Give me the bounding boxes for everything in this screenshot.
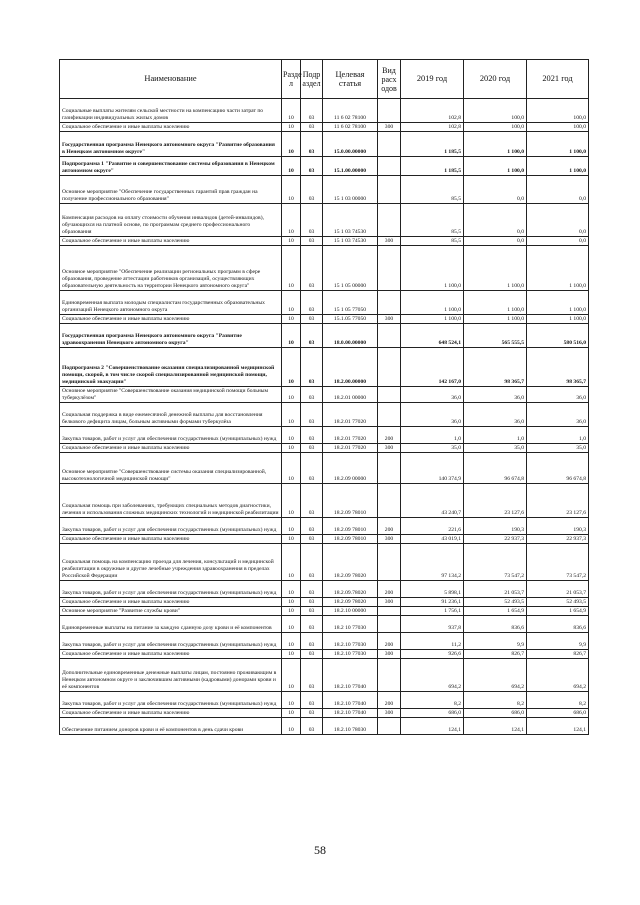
table-row [60,518,589,535]
cell-2020: 826,7 [464,650,527,659]
cell-podrazdel: 03 [301,709,323,718]
cell-name: Социальные выплаты жителям сельской местности на компенсацию части затрат по газификации индивидуальных жилых домов [60,99,282,123]
cell-2019: 1 185,5 [401,132,464,157]
cell-vid: 300 [378,598,401,607]
cell-2021: 100,0 [527,123,589,132]
cell-podrazdel: 03 [301,718,323,735]
cell-statya: 15.0.00.00000 [323,132,378,157]
cell-vid [378,718,401,735]
table-header-row [60,60,589,99]
cell-statya: 15 1 05 77050 [323,291,378,315]
cell-razdel: 10 [282,453,301,484]
cell-podrazdel: 03 [301,518,323,535]
cell-2021: 36,0 [527,387,589,403]
cell-statya: 15.1.00.00000 [323,157,378,176]
cell-podrazdel: 03 [301,291,323,315]
cell-2021: 9,9 [527,633,589,650]
cell-2020: 21 053,7 [464,581,527,598]
cell-name: Закупка товаров, работ и услуг для обеспечения государственных (муниципальных) нужд [60,518,282,535]
table-body [60,99,589,735]
cell-2021: 826,7 [527,650,589,659]
table-row [60,709,589,718]
cell-2021: 190,3 [527,518,589,535]
table-row [60,633,589,650]
cell-2021: 8,2 [527,692,589,709]
table-row [60,484,589,518]
table-row [60,692,589,709]
cell-razdel: 10 [282,544,301,581]
cell-statya: 18.2.01 77020 [323,444,378,453]
table-row [60,291,589,315]
cell-podrazdel: 03 [301,348,323,387]
cell-vid [378,132,401,157]
cell-razdel: 10 [282,444,301,453]
cell-podrazdel: 03 [301,387,323,403]
table-row [60,123,589,132]
table-row [60,650,589,659]
cell-2019: 43 240,7 [401,484,464,518]
cell-2019: 85,5 [401,204,464,237]
cell-razdel: 10 [282,324,301,348]
cell-2020: 0,0 [464,204,527,237]
cell-podrazdel: 03 [301,123,323,132]
cell-podrazdel: 03 [301,633,323,650]
cell-2019: 102,8 [401,123,464,132]
cell-vid: 200 [378,581,401,598]
cell-2020: 100,0 [464,123,527,132]
cell-2021: 23 127,6 [527,484,589,518]
table-row [60,718,589,735]
budget-table [59,59,589,735]
cell-name: Социальное обеспечение и иные выплаты населению [60,123,282,132]
cell-2019: 142 167,0 [401,348,464,387]
cell-2019: 686,0 [401,709,464,718]
cell-2020: 52 493,5 [464,598,527,607]
cell-2020: 73 547,2 [464,544,527,581]
cell-2021: 1 100,0 [527,157,589,176]
cell-2021: 35,0 [527,444,589,453]
cell-statya: 18.0.00.00000 [323,324,378,348]
cell-2020: 1 100,0 [464,246,527,291]
cell-statya: 18.2.10 77030 [323,650,378,659]
cell-statya: 15.1.05 77050 [323,315,378,324]
cell-statya: 18.2.10 77040 [323,692,378,709]
cell-razdel: 10 [282,484,301,518]
cell-2021: 1 100,0 [527,315,589,324]
cell-2019: 1,0 [401,427,464,444]
cell-name: Социальное обеспечение и иные выплаты населению [60,598,282,607]
cell-2019: 36,0 [401,403,464,427]
cell-vid [378,544,401,581]
cell-razdel: 10 [282,633,301,650]
cell-2021: 96 674,8 [527,453,589,484]
cell-statya: 18.2.01 00000 [323,387,378,403]
cell-statya: 15 1 03 74530 [323,237,378,246]
cell-statya: 18.2.10 77040 [323,659,378,692]
cell-podrazdel: 03 [301,237,323,246]
cell-2020: 96 674,8 [464,453,527,484]
cell-name: Социальное обеспечение и иные выплаты населению [60,709,282,718]
cell-razdel: 10 [282,692,301,709]
cell-razdel: 10 [282,581,301,598]
header-2019: 2019 год [401,60,464,99]
cell-statya: 11 6 02 78100 [323,123,378,132]
cell-2019: 85,5 [401,237,464,246]
cell-razdel: 10 [282,659,301,692]
cell-vid: 200 [378,633,401,650]
cell-statya: 18.2.01 77020 [323,403,378,427]
page-number: 58 [314,843,326,857]
header-2021: 2021 год [527,60,589,99]
cell-name: Закупка товаров, работ и услуг для обеспечения государственных (муниципальных) нужд [60,427,282,444]
table-row [60,348,589,387]
cell-vid [378,246,401,291]
cell-vid: 300 [378,444,401,453]
cell-2019: 8,2 [401,692,464,709]
table-row [60,99,589,123]
cell-podrazdel: 03 [301,535,323,544]
cell-2019: 1 185,5 [401,157,464,176]
cell-vid [378,176,401,204]
cell-name: Основное мероприятие "Развитие службы крови" [60,607,282,616]
cell-statya: 15 1 05 00000 [323,246,378,291]
cell-razdel: 10 [282,518,301,535]
cell-name: Социальное обеспечение и иные выплаты населению [60,315,282,324]
cell-razdel: 10 [282,650,301,659]
table-row [60,659,589,692]
cell-2021: 836,6 [527,616,589,633]
cell-name: Социальное обеспечение и иные выплаты населению [60,535,282,544]
cell-2020: 22 937,3 [464,535,527,544]
cell-razdel: 10 [282,132,301,157]
cell-name: Социальное обеспечение и иные выплаты населению [60,237,282,246]
cell-2020: 0,0 [464,237,527,246]
table-row [60,535,589,544]
cell-2020: 1,0 [464,427,527,444]
cell-name: Основное мероприятие "Совершенствование оказания медицинской помощи больным туберкулёзом" [60,387,282,403]
cell-razdel: 10 [282,204,301,237]
cell-2021: 0,0 [527,204,589,237]
cell-2020: 98 365,7 [464,348,527,387]
cell-name: Закупка товаров, работ и услуг для обеспечения государственных (муниципальных) нужд [60,633,282,650]
cell-statya: 11 6 02 78100 [323,99,378,123]
cell-statya: 18.2.01 77020 [323,427,378,444]
cell-2020: 124,1 [464,718,527,735]
cell-2019: 140 374,9 [401,453,464,484]
cell-vid: 300 [378,237,401,246]
cell-vid [378,157,401,176]
cell-statya: 18.2.09 00000 [323,453,378,484]
table-row [60,607,589,616]
cell-razdel: 10 [282,403,301,427]
cell-podrazdel: 03 [301,403,323,427]
cell-razdel: 10 [282,123,301,132]
table-row [60,157,589,176]
cell-vid: 200 [378,692,401,709]
cell-razdel: 10 [282,348,301,387]
cell-vid: 300 [378,123,401,132]
cell-statya: 18.2 10 77030 [323,616,378,633]
cell-2020: 1 100,0 [464,157,527,176]
cell-2020: 190,3 [464,518,527,535]
table-row [60,581,589,598]
table-row [60,453,589,484]
cell-2021: 21 053,7 [527,581,589,598]
table-row [60,544,589,581]
cell-2019: 221,6 [401,518,464,535]
table-row [60,444,589,453]
cell-2020: 694,2 [464,659,527,692]
cell-2021: 1 100,0 [527,132,589,157]
cell-podrazdel: 03 [301,204,323,237]
table-row [60,176,589,204]
table-row [60,315,589,324]
cell-vid: 300 [378,315,401,324]
cell-name: Основное мероприятие "Обеспечение реализации региональных программ в сфере образования, проведение аттестации работников организаций, осуществляющих образовательную деятельность на территории Ненецкого автономного округа" [60,246,282,291]
cell-2021: 73 547,2 [527,544,589,581]
cell-podrazdel: 03 [301,246,323,291]
cell-name: Социальная поддержка в виде ежемесячной денежной выплаты для восстановления белкового дефицита лицам, больным активными формами туберкулёза [60,403,282,427]
table-row [60,598,589,607]
table-row [60,403,589,427]
cell-2020: 1 100,0 [464,132,527,157]
cell-vid [378,348,401,387]
cell-razdel: 10 [282,427,301,444]
cell-name: Обеспечение питанием доноров крови и её компонентов в день сдачи крови [60,718,282,735]
cell-razdel: 10 [282,535,301,544]
cell-razdel: 10 [282,157,301,176]
cell-statya: 18.2.09 78020 [323,544,378,581]
cell-statya: 18.2.09 78010 [323,535,378,544]
cell-razdel: 10 [282,607,301,616]
cell-statya: 18.2.09 78010 [323,518,378,535]
cell-2019: 5 898,1 [401,581,464,598]
cell-2020: 1 654,9 [464,607,527,616]
cell-2020: 100,0 [464,99,527,123]
cell-2019: 1 100,0 [401,246,464,291]
cell-statya: 15 1 03 00000 [323,176,378,204]
cell-name: Социальное обеспечение и иные выплаты населению [60,444,282,453]
cell-vid [378,204,401,237]
cell-name: Основное мероприятие "Обеспечение государственных гарантий прав граждан на получение профессионального образования" [60,176,282,204]
cell-name: Закупка товаров, работ и услуг для обеспечения государственных (муниципальных) нужд [60,581,282,598]
cell-statya: 18.2.09.78020 [323,581,378,598]
cell-2020: 8,2 [464,692,527,709]
cell-2019: 1 756,1 [401,607,464,616]
cell-podrazdel: 03 [301,453,323,484]
cell-podrazdel: 03 [301,484,323,518]
cell-vid [378,616,401,633]
cell-2020: 23 127,6 [464,484,527,518]
cell-vid [378,99,401,123]
cell-podrazdel: 03 [301,650,323,659]
cell-razdel: 10 [282,315,301,324]
cell-name: Единовременная выплата молодым специалистам государственных образовательных организаций Ненецкого автономного округа [60,291,282,315]
cell-statya: 15 1 03 74530 [323,204,378,237]
table-row [60,204,589,237]
cell-vid: 200 [378,427,401,444]
cell-podrazdel: 03 [301,544,323,581]
cell-2020: 35,0 [464,444,527,453]
cell-statya: 18.2.10 77040 [323,709,378,718]
cell-2020: 0,0 [464,176,527,204]
cell-razdel: 10 [282,616,301,633]
cell-razdel: 10 [282,176,301,204]
cell-podrazdel: 03 [301,176,323,204]
cell-2021: 0,0 [527,237,589,246]
cell-2020: 1 100,0 [464,291,527,315]
cell-podrazdel: 03 [301,99,323,123]
cell-name: Закупка товаров, работ и услуг для обеспечения государственных (муниципальных) нужд [60,692,282,709]
cell-2021: 1 654,9 [527,607,589,616]
cell-2021: 100,0 [527,99,589,123]
cell-podrazdel: 03 [301,444,323,453]
cell-name: Компенсация расходов на оплату стоимости обучения инвалидов (детей-инвалидов), обучающихся на платной основе, по программам среднего профессионального образования [60,204,282,237]
cell-2020: 9,9 [464,633,527,650]
cell-2019: 1 100,0 [401,291,464,315]
cell-podrazdel: 03 [301,315,323,324]
cell-2019: 124,1 [401,718,464,735]
cell-name: Единовременные выплаты на питание за каждую сданную дозу крови и её компонентов [60,616,282,633]
table-row [60,237,589,246]
table-row [60,246,589,291]
header-2020: 2020 год [464,60,527,99]
cell-2019: 937,8 [401,616,464,633]
cell-2021: 0,0 [527,176,589,204]
cell-vid: 300 [378,650,401,659]
cell-2019: 36,0 [401,387,464,403]
cell-razdel: 10 [282,387,301,403]
cell-2021: 1 100,0 [527,291,589,315]
cell-vid [378,453,401,484]
header-name: Наименование [60,60,282,99]
cell-statya: 18.2.00.00000 [323,348,378,387]
cell-vid [378,324,401,348]
cell-vid [378,387,401,403]
cell-name: Государственная программа Ненецкого автономного округа "Развитие здравоохранения Ненецкого автономного округа" [60,324,282,348]
cell-name: Государственная программа Ненецкого автономного округа "Развитие образования в Ненецком автономном округе" [60,132,282,157]
cell-vid [378,484,401,518]
cell-2019: 91 236,1 [401,598,464,607]
cell-2019: 85,5 [401,176,464,204]
cell-2021: 98 365,7 [527,348,589,387]
cell-vid [378,659,401,692]
table-row [60,324,589,348]
cell-2020: 686,0 [464,709,527,718]
cell-2019: 648 524,1 [401,324,464,348]
cell-statya: 18.2.10 78030 [323,718,378,735]
cell-name: Социальная помощь на компенсацию проезда для лечения, консультаций и медицинской реабилитации в окружные и другие лечебные учреждения здравоохранения в пределах Российской Федерации [60,544,282,581]
cell-razdel: 10 [282,237,301,246]
cell-2019: 35,0 [401,444,464,453]
header-statya: Целевая статья [323,60,378,99]
cell-podrazdel: 03 [301,616,323,633]
cell-podrazdel: 03 [301,598,323,607]
cell-2020: 836,6 [464,616,527,633]
cell-razdel: 10 [282,598,301,607]
cell-razdel: 10 [282,291,301,315]
cell-statya: 18.2.10 77030 [323,633,378,650]
cell-razdel: 10 [282,709,301,718]
cell-vid [378,403,401,427]
cell-razdel: 10 [282,99,301,123]
cell-vid: 300 [378,709,401,718]
cell-vid [378,607,401,616]
table-row [60,132,589,157]
cell-name: Основное мероприятие "Совершенствование системы оказания специализированной, высокотехнологичной медицинской помощи" [60,453,282,484]
table-row [60,427,589,444]
cell-podrazdel: 03 [301,607,323,616]
cell-vid [378,291,401,315]
cell-name: Дополнительные единовременные денежные выплаты лицам, постоянно проживающим в Ненецком автономном округе и заключившим активными (кадровыми) донорами крови и её компонентов [60,659,282,692]
cell-name: Подпрограмма 2 "Совершенствование оказания специализированной медицинской помощи, скорой, в том числе скорой специализированной медицинской помощи, медицинской эвакуации" [60,348,282,387]
cell-2019: 43 019,1 [401,535,464,544]
cell-2020: 1 100,0 [464,315,527,324]
cell-2020: 565 555,5 [464,324,527,348]
table-row [60,387,589,403]
cell-2019: 926,6 [401,650,464,659]
cell-2021: 22 937,3 [527,535,589,544]
cell-statya: 18.2.09 78020 [323,598,378,607]
cell-name: Социальная помощь при заболеваниях, требующих специальных методов диагностики, лечения и использования сложных медицинских технологий и медицинской реабилитации [60,484,282,518]
header-vid: Вид расх одов [378,60,401,99]
cell-podrazdel: 03 [301,692,323,709]
cell-2021: 1,0 [527,427,589,444]
cell-vid: 200 [378,518,401,535]
cell-statya: 18.2.10 00000 [323,607,378,616]
cell-2021: 694,2 [527,659,589,692]
cell-2021: 124,1 [527,718,589,735]
header-razdel: Разде л [282,60,301,99]
cell-2019: 11,2 [401,633,464,650]
cell-vid: 300 [378,535,401,544]
cell-2021: 580 516,0 [527,324,589,348]
cell-razdel: 10 [282,246,301,291]
cell-2021: 1 100,0 [527,246,589,291]
cell-2019: 97 134,2 [401,544,464,581]
cell-2021: 36,0 [527,403,589,427]
cell-razdel: 10 [282,718,301,735]
cell-podrazdel: 03 [301,157,323,176]
cell-podrazdel: 03 [301,659,323,692]
cell-name: Подпрограмма 1 "Развитие и совершенствование системы образования в Ненецком автономном округе" [60,157,282,176]
cell-podrazdel: 03 [301,427,323,444]
cell-2019: 1 100,0 [401,315,464,324]
cell-2019: 694,2 [401,659,464,692]
cell-podrazdel: 03 [301,132,323,157]
cell-2021: 52 493,5 [527,598,589,607]
cell-podrazdel: 03 [301,324,323,348]
cell-2019: 102,8 [401,99,464,123]
cell-statya: 18.2.09 78010 [323,484,378,518]
cell-2020: 36,0 [464,387,527,403]
table-row [60,616,589,633]
cell-name: Социальное обеспечение и иные выплаты населению [60,650,282,659]
cell-2020: 36,0 [464,403,527,427]
header-podrazdel: Подр аздел [301,60,323,99]
cell-podrazdel: 03 [301,581,323,598]
cell-2021: 686,0 [527,709,589,718]
